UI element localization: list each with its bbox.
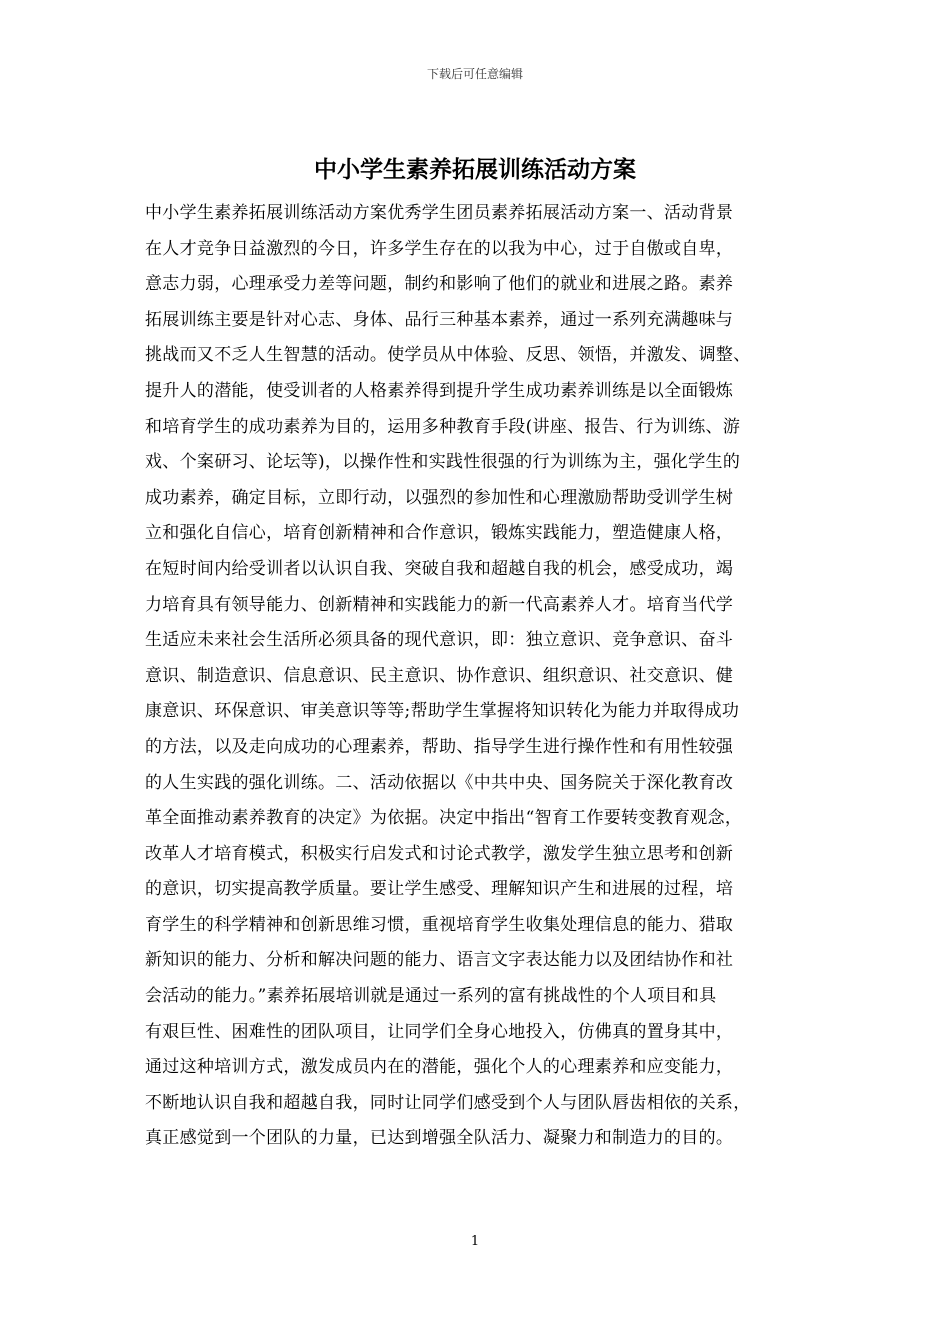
body-line: 意识、制造意识、信息意识、民主意识、协作意识、组织意识、社交意识、健 xyxy=(145,665,734,686)
body-line: 成功素养，确定目标，立即行动，以强烈的参加性和心理激励帮助受训学生树 xyxy=(145,487,734,508)
body-line: 生适应未来社会生活所必须具备的现代意识，即：独立意识、竞争意识、奋斗 xyxy=(145,630,734,651)
body-line: 在短时间内给受训者以认识自我、突破自我和超越自我的机会，感受成功，竭 xyxy=(145,558,734,579)
body-line: 的人生实践的强化训练。二、活动依据以《中共中央、国务院关于深化教育改 xyxy=(145,772,734,793)
body-line: 在人才竞争日益激烈的今日，许多学生存在的以我为中心，过于自傲或自卑， xyxy=(145,238,734,259)
body-line: 挑战而又不乏人生智慧的活动。使学员从中体验、反思、领悟，并激发、调整、 xyxy=(145,345,751,366)
document-title: 中小学生素养拓展训练活动方案 xyxy=(314,157,636,183)
body-line: 会活动的能力。”素养拓展培训就是通过一系列的富有挑战性的个人项目和具 xyxy=(145,986,717,1007)
page-number: 1 xyxy=(470,1234,480,1249)
body-line: 育学生的科学精神和创新思维习惯，重视培育学生收集处理信息的能力、猎取 xyxy=(145,914,734,935)
body-line: 拓展训练主要是针对心志、身体、品行三种基本素养，通过一系列充满趣味与 xyxy=(145,309,734,330)
body-line: 意志力弱，心理承受力差等问题，制约和影响了他们的就业和进展之路。素养 xyxy=(145,274,734,295)
body-line: 革全面推动素养教育的决定》为依据。决定中指出“智育工作要转变教育观念， xyxy=(145,808,743,829)
body-line: 中小学生素养拓展训练活动方案优秀学生团员素养拓展活动方案一、活动背景 xyxy=(145,203,734,223)
body-line: 新知识的能力、分析和解决问题的能力、语言文字表达能力以及团结协作和社 xyxy=(145,950,734,971)
body-line: 通过这种培训方式，激发成员内在的潜能，强化个人的心理素养和应变能力， xyxy=(145,1057,734,1078)
body-line: 的方法，以及走向成功的心理素养，帮助、指导学生进行操作性和有用性较强 xyxy=(145,736,734,757)
body-line: 真正感觉到一个团队的力量，已达到增强全队活力、凝聚力和制造力的目的。 xyxy=(145,1128,734,1149)
body-line: 的意识，切实提高教学质量。要让学生感受、理解知识产生和进展的过程，培 xyxy=(145,879,734,900)
document-body xyxy=(145,196,825,1157)
body-line: 力培育具有领导能力、创新精神和实践能力的新一代高素养人才。培育当代学 xyxy=(145,594,734,615)
body-line: 和培育学生的成功素养为目的，运用多种教育手段(讲座、报告、行为训练、游 xyxy=(145,416,741,437)
body-line: 有艰巨性、困难性的团队项目，让同学们全身心地投入，仿佛真的置身其中， xyxy=(145,1021,734,1042)
body-line: 康意识、环保意识、审美意识等等;帮助学生掌握将知识转化为能力并取得成功 xyxy=(145,701,740,722)
body-line: 戏、个案研习、论坛等)，以操作性和实践性很强的行为训练为主，强化学生的 xyxy=(145,452,741,473)
body-line: 不断地认识自我和超越自我，同时让同学们感受到个人与团队唇齿相依的关系， xyxy=(145,1092,751,1113)
body-line: 提升人的潜能，使受训者的人格素养得到提升学生成功素养训练是以全面锻炼 xyxy=(145,380,734,401)
page-header: 下载后可任意编辑 xyxy=(426,67,523,81)
body-line: 改革人才培育模式，积极实行启发式和讨论式教学，激发学生独立思考和创新 xyxy=(145,843,734,864)
body-line: 立和强化自信心，培育创新精神和合作意识，锻炼实践能力，塑造健康人格， xyxy=(145,523,734,544)
